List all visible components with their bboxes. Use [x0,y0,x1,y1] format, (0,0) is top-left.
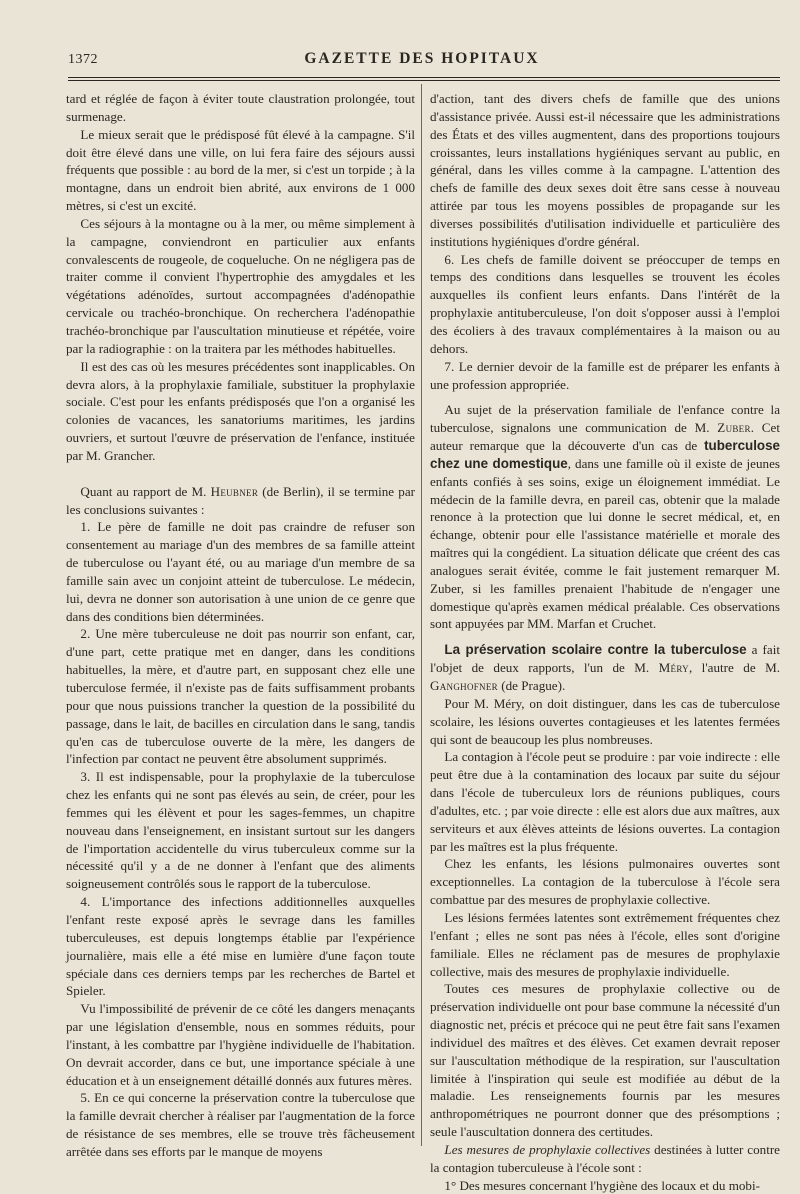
column-divider [421,84,422,1146]
paragraph: La contagion à l'école peut se produire : par voie indirecte : elle peut être due à la contamination des locaux par suite du séjour dans l'école de tuberculeux lors de réunions publiques, cours d'adultes, etc. ; par voie directe : elle est alors due aux maîtres, aux serviteurs et aux élèves atteints de lésions ouvertes. La contagion par les maîtres est la plus fréquente. [430,749,780,854]
paragraph: Pour M. Méry, on doit distinguer, dans les cas de tuberculose scolaire, les lésions ouvertes contagieuses et les latentes fermées qui sont de beaucoup les plus nombreuses. [430,695,780,747]
author-name: Zuber [717,420,751,436]
paragraph: d'action, tant des divers chefs de famille que des unions d'assistance privée. Aussi est-il nécessaire que les administrations des États et des villes augmentent, dans des proportions toujours croissantes, leurs installations hygiéniques servant au public, en général, dans les villes comme à la campagne. L'attention des chefs de famille des deux sexes doit être sans cesse à nouveau attirée par tous les moyens possibles de propagande sur les diverses possibilités d'utilisation individuelle et particulière des institutions hygiéniques d'ordre général. [430,91,780,249]
page-number: 1372 [68,52,98,67]
paragraph: Le mieux serait que le prédisposé fût élevé à la campagne. S'il doit être élevé dans une ville, on lui fera faire des séjours aussi fréquents que possible : au bord de la mer, si c'est un torpide ; à la montagne, dans un endroit bien abrité, aux environs de 1 000 mètres, si c'est un excité. [66,126,415,214]
page-header [62,44,782,74]
text-span: , l'autre de M. [688,660,780,676]
text-span: , dans une famille où il existe de jeunes enfants confiés à ses soins, exige un éloignement immédiat. Le médecin de la famille devra, en pareil cas, obtenir que la malade renonce à la protection que lui donne le secret médical, et, en échange, obtenir pour elle l'assistance matérielle et morale des maîtres qui la congédient. La situation délicate que créent des cas analogues serait évitée, comme le fait justement remarquer M. Zuber, si les familles prenaient l'habitude de n'engager une domestique qu'après examen médical préalable. Ces observations sont appuyées par MM. Marfan et Cruchet. [430,455,780,632]
section-heading: La préservation scolaire contre la tuberculose [444,642,747,658]
text-span: a fait l'objet de deux rapports, l'un de M. [430,642,781,676]
paragraph: Ces séjours à la montagne ou à la mer, ou même simplement à la campagne, conviendront en particulier aux enfants convalescents de rougeole, de coqueluche. On ne négligera pas de traiter comme il convient l'hypertrophie des amygdales et les végétations adénoïdes, surtout accompagnées d'adénopathie cervicale ou trachéo-bronchique. On recherchera l'adénopathie trachéo-bronchique par l'auscultation minutieuse et répétée, voire par la radiographie : on la traitera par les méthodes habituelles. [66,215,415,356]
paragraph-heubner [66,483,415,519]
text-span: Quant au rapport de M. [80,483,211,499]
conclusion-3: 3. Il est indispensable, pour la prophylaxie de la tuberculose chez les enfants qui ne sont pas élevés au sein, de créer, pour les femmes qui les élèvent et pour les sages-femmes, un chapitre nouveau dans l'enseignement, en insistant surtout sur les dangers de l'importation accidentelle du virus tuberculeux comme sur la nécessité qu'il y a de ne donner à l'enfant que des aliments soigneusement contrôlés sous le rapport de la tuberculose. [66,769,415,892]
paragraph: Il est des cas où les mesures précédentes sont inapplicables. On devra alors, à la prophylaxie familiale, substituer la prophylaxie sociale. C'est pour les enfants prédisposés que l'on a organisé les colonies de vacances, les sanatoriums maritimes, les jardins ouvriers, et surtout l'œuvre de préservation de l'enfance, instituée par M. Grancher. [66,358,415,463]
author-name: Méry [658,660,689,676]
header-rule-top [68,77,780,78]
conclusion-1: 1. Le père de famille ne doit pas craindre de refuser son consentement au mariage d'un des membres de sa famille atteint de tuberculose ou l'ayant été, ou au mariage d'un membre de sa famille sain avec un conjoint atteint de tuberculose. Le médecin, lui, devra ne donner son autorisation à une union de ce genre que dans des conditions bien déterminées. [66,519,415,624]
conclusion-5: 5. En ce qui concerne la préservation contre la tuberculose que la famille devrait chercher à réaliser par l'augmentation de la force de résistance de ses membres, elle se trouve très fâcheusement arrêtée dans ses efforts par le manque de moyens [66,1090,415,1159]
conclusion-6: 6. Les chefs de famille doivent se préoccuper de temps en temps des conditions dans lesquelles se trouvent les écoles auxquelles ils confient leurs enfants. Dans l'intérêt de la prophylaxie antituberculeuse, l'on doit s'opposer aussi à l'emploi des écoliers à des travaux complémentaires à la maison ou au dehors. [430,251,780,356]
text-span: (de Berlin), il se termine par les conclusions suivantes : [66,483,415,517]
author-name: Ganghofner [430,678,498,693]
paragraph: Vu l'impossibilité de prévenir de ce côté les dangers menaçants par une législation d'ensemble, nous en sommes réduits, pour l'instant, à les combattre par l'hygiène individuelle de l'habitation. On devrait accorder, dans ce but, une importance spéciale à une éducation et à un enseignement détaillé donnés aux futures mères. [66,1001,415,1088]
right-column [430,90,780,1194]
section-gap [430,393,780,401]
conclusion-2: 2. Une mère tuberculeuse ne doit pas nourrir son enfant, car, d'une part, cette pratique met en danger, dans les conditions habituelles, la mère, et d'autre part, en supposant chez elle une tuberculose fermée, il n'existe pas de faits suffisamment probants pour que nous puissions trancher la question de la possibilité du passage, dans le lait, de bacilles en circulation dans le sang, tandis qu'en cas de tuberculose ouverte de la mère, les dangers de l'infection par contact ne peuvent être absolument supprimés. [66,626,415,767]
conclusion-7: 7. Le dernier devoir de la famille est de préparer les enfants à une profession appropriée. [430,358,780,392]
paragraph [430,1141,780,1177]
section-gap [66,465,415,483]
text-span: (de Prague). [497,678,566,693]
paragraph-zuber [430,401,780,633]
text-span: Au sujet de la préservation familiale de l'enfance contre la tuberculose, signalons une communication de M. [430,402,780,436]
text-span: . Cet auteur remarque que la découverte d'un cas de [430,420,780,454]
section-gap [430,633,780,641]
text-span: destinées à lutter contre la contagion tuberculeuse à l'école sont : [430,1141,780,1175]
paragraph: tard et réglée de façon à éviter toute claustration prolongée, tout surmenage. [66,91,415,124]
running-title: GAZETTE DES HOPITAUX [304,50,540,67]
paragraph-school [430,641,780,695]
left-column [66,90,415,1161]
author-name: Heubner [210,483,259,499]
italic-phrase: Les mesures de prophylaxie collectives [444,1141,651,1157]
paragraph: Chez les enfants, les lésions pulmonaires ouvertes sont exceptionnelles. La contagion de la tuberculose à l'école sera combattue par des mesures de prophylaxie collective. [430,856,780,908]
conclusion-4: 4. L'importance des infections additionnelles auxquelles l'enfant reste exposé après le sevrage dans les familles tuberculeuses, est depuis longtemps établie par l'expérience journalière, mais elle a été mise en lumière d'une façon toute spéciale dans ces derniers temps par les recherches de Bartel et Spieler. [66,894,415,999]
paragraph: Toutes ces mesures de prophylaxie collective ou de préservation individuelle ont pour base commune la nécessité d'un diagnostic net, précis et précoce qui ne peut être fait sans l'examen individuel des maîtres et des élèves. Cet examen devrait reposer sur l'auscultation méthodique de la respiration, sur l'auscultation limitée à l'inspiration qui seule est modifiée au début de la maladie. Les renseignements fournis par les mesures anthropométriques ne pourront donner que des présomptions ; seule l'auscultation donnera des certitudes. [430,981,780,1140]
paragraph: 1° Des mesures concernant l'hygiène des locaux et du mobi- [444,1177,760,1193]
header-rule-bottom [68,80,780,81]
paragraph: Les lésions fermées latentes sont extrêmement fréquentes chez l'enfant ; elles ne sont pas nées à l'école, elles sont d'origine familiale. Elles ne réclament pas de mesures de prophylaxie collective, mais des mesures de prophylaxie individuelle. [430,909,780,979]
bold-phrase: tuberculose chez une domestique [430,438,780,471]
